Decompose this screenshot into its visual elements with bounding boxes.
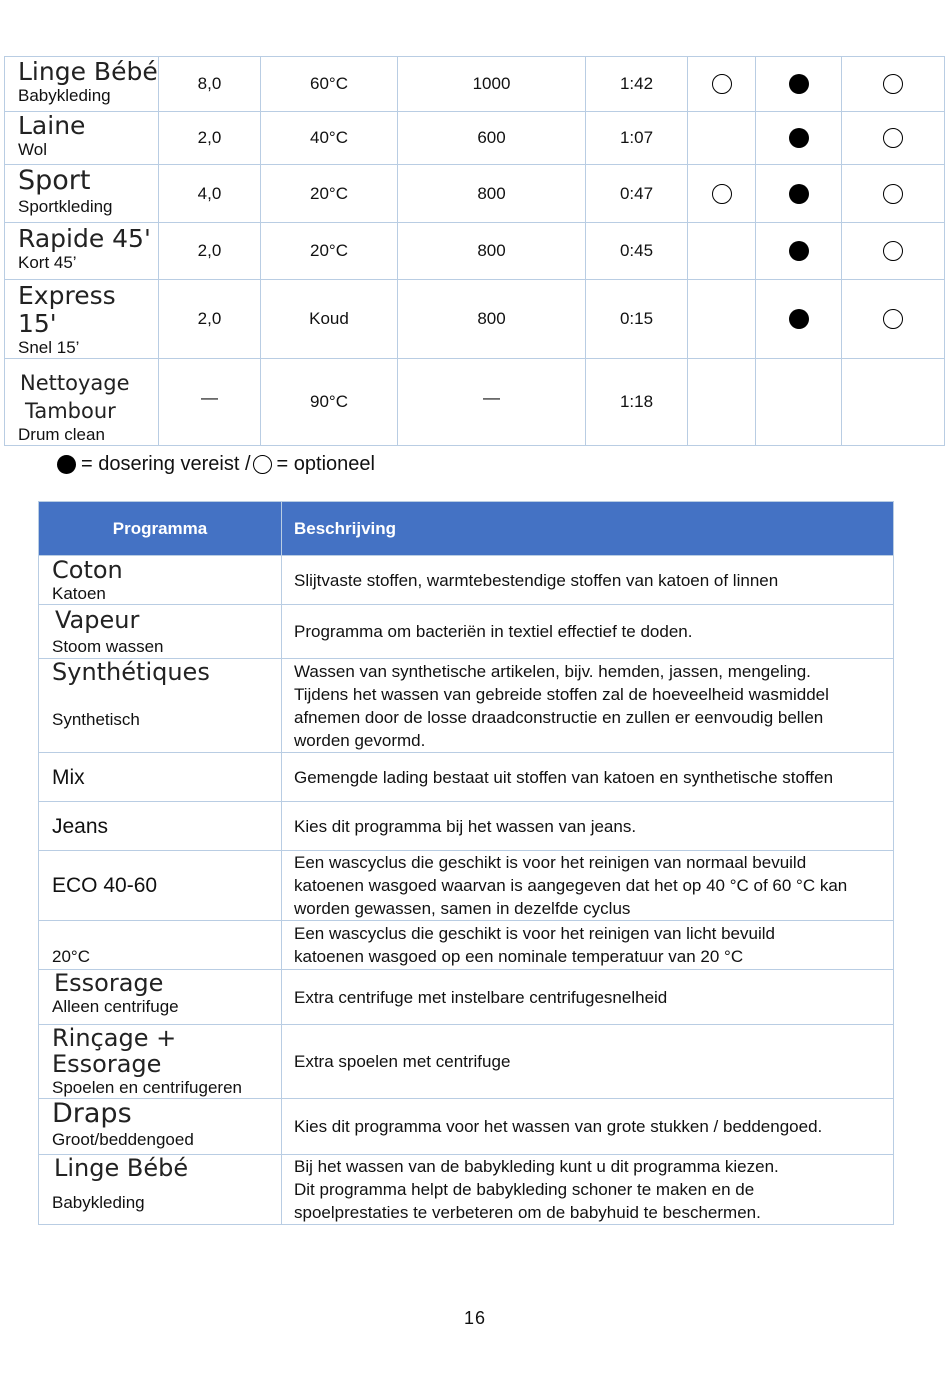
program-name-nl: Groot/beddengoed: [52, 1130, 194, 1149]
program-description: Kies dit programma bij het wassen van jeans.: [282, 802, 894, 851]
option-cell: [688, 280, 756, 359]
program-name-nl: Drum clean: [18, 425, 105, 444]
max-load-cell: 2,0: [159, 280, 261, 359]
option-cell: [688, 359, 756, 446]
table-row: [39, 605, 894, 659]
hollow-circle-icon: [712, 184, 732, 204]
hollow-circle-icon: [253, 455, 272, 474]
program-name-fr: Express 15': [18, 281, 116, 338]
program-description: [282, 1155, 894, 1225]
program-description: Kies dit programma voor het wassen van grote stukken / beddengoed.: [282, 1099, 894, 1155]
filled-circle-icon: [789, 128, 809, 148]
dosage-legend: [57, 452, 377, 476]
program-name: Jeans: [52, 814, 109, 838]
option-cell: [688, 223, 756, 280]
table-row: [39, 851, 894, 921]
table-header-row: [39, 502, 894, 556]
program-name-nl: Stoom wassen: [52, 637, 164, 656]
temperature-cell: 60°C: [261, 57, 398, 112]
program-name-cell: [5, 165, 159, 223]
program-name-fr: Vapeur: [55, 606, 140, 634]
description-line: worden gevormd.: [294, 730, 426, 750]
table-row: [39, 802, 894, 851]
option-cell: [842, 359, 945, 446]
max-load-cell: 2,0: [159, 112, 261, 165]
description-line: worden gewassen, samen in dezelfde cyclus: [294, 899, 631, 918]
program-description: Extra centrifuge met instelbare centrifugesnelheid: [282, 970, 894, 1025]
table-row: [5, 359, 945, 446]
program-name-cell: [39, 921, 282, 970]
description-line: katoenen wasgoed waarvan is aangegeven dat het op 40 °C of 60 °C kan: [294, 876, 848, 895]
program-name-cell: [39, 1099, 282, 1155]
description-line: Een wascyclus die geschikt is voor het reinigen van licht bevuild: [294, 924, 775, 943]
filled-circle-icon: [789, 309, 809, 329]
filled-circle-icon: [57, 455, 76, 474]
temperature-cell: 20°C: [261, 165, 398, 223]
table-row: [5, 165, 945, 223]
program-name-fr: Sport: [18, 165, 91, 196]
hollow-circle-icon: [883, 241, 903, 261]
program-name-fr: Rapide 45': [18, 224, 151, 253]
table-row: [39, 921, 894, 970]
program-name-cell: [5, 280, 159, 359]
filled-circle-icon: [789, 184, 809, 204]
program-name-fr: Draps: [52, 1098, 132, 1129]
hollow-circle-icon: [883, 74, 903, 94]
option-cell: [756, 165, 842, 223]
legend-optional-text: = optioneel: [276, 453, 375, 475]
description-line: Wassen van synthetische artikelen, bijv. hemden, jassen, mengeling.: [294, 661, 811, 681]
duration-cell: 0:47: [586, 165, 688, 223]
table-row: [39, 1155, 894, 1225]
hollow-circle-icon: [712, 74, 732, 94]
program-name-cell: [39, 556, 282, 605]
table-row: [5, 280, 945, 359]
program-name-cell: [39, 802, 282, 851]
program-name-fr: Synthétiques: [52, 658, 210, 686]
temperature-cell: Koud: [261, 280, 398, 359]
spin-speed-cell: 800: [398, 280, 586, 359]
duration-cell: 1:07: [586, 112, 688, 165]
program-description: Slijtvaste stoffen, warmtebestendige stoffen van katoen of linnen: [282, 556, 894, 605]
program-name-fr: Essorage: [54, 969, 164, 997]
spin-speed-cell: —: [398, 359, 586, 446]
option-cell: [842, 57, 945, 112]
duration-cell: 0:15: [586, 280, 688, 359]
max-load-cell: 8,0: [159, 57, 261, 112]
description-line: spoelprestaties te verbeteren om de babyhuid te beschermen.: [294, 1203, 761, 1222]
program-name-nl: Alleen centrifuge: [52, 997, 179, 1016]
hollow-circle-icon: [883, 128, 903, 148]
description-line: Dit programma helpt de babykleding schoner te maken en de: [294, 1180, 755, 1199]
table-row: [5, 223, 945, 280]
header-program: Programma: [39, 502, 282, 556]
description-line: Bij het wassen van de babykleding kunt u dit programma kiezen.: [294, 1157, 779, 1176]
option-cell: [842, 112, 945, 165]
program-name-fr: Linge Bébé: [18, 57, 158, 86]
program-name-cell: [5, 223, 159, 280]
hollow-circle-icon: [883, 184, 903, 204]
temperature-cell: 20°C: [261, 223, 398, 280]
program-name-fr: Rinçage + Essorage: [52, 1024, 177, 1078]
program-name: Mix: [52, 765, 85, 789]
table-row: [39, 659, 894, 753]
program-name-fr: Nettoyage: [20, 371, 130, 395]
program-name: ECO 40-60: [52, 874, 158, 897]
program-name-nl: Spoelen en centrifugeren: [52, 1078, 242, 1097]
program-name-fr: Tambour: [25, 399, 116, 423]
program-name-nl: Babykleding: [52, 1193, 145, 1212]
duration-cell: 1:42: [586, 57, 688, 112]
program-description: Programma om bacteriën in textiel effectief te doden.: [282, 605, 894, 659]
option-cell: [688, 57, 756, 112]
program-description-table: [38, 501, 894, 1225]
program-name-nl: Sportkleding: [18, 197, 113, 216]
spin-speed-cell: 800: [398, 165, 586, 223]
table-row: [39, 753, 894, 802]
option-cell: [756, 57, 842, 112]
description-line: katoenen wasgoed op een nominale temperatuur van 20 °C: [294, 947, 744, 966]
option-cell: [688, 112, 756, 165]
option-cell: [688, 165, 756, 223]
program-name-cell: [39, 605, 282, 659]
program-description: [282, 851, 894, 921]
program-name: 20°C: [52, 947, 90, 966]
page-number: 16: [463, 1308, 487, 1328]
program-name-nl: Synthetisch: [52, 710, 140, 729]
filled-circle-icon: [789, 74, 809, 94]
option-cell: [756, 359, 842, 446]
table-row: [5, 57, 945, 112]
option-cell: [842, 280, 945, 359]
temperature-cell: 90°C: [261, 359, 398, 446]
program-name-fr: Laine: [18, 111, 86, 140]
table-row: [39, 970, 894, 1025]
max-load-cell: 2,0: [159, 223, 261, 280]
header-description: Beschrijving: [282, 502, 894, 556]
program-name-fr: Coton: [52, 556, 123, 584]
option-cell: [842, 223, 945, 280]
program-settings-table: [4, 56, 945, 446]
duration-cell: 0:45: [586, 223, 688, 280]
program-name-cell: [39, 659, 282, 753]
program-description: [282, 659, 894, 753]
program-name-cell: [39, 753, 282, 802]
duration-cell: 1:18: [586, 359, 688, 446]
program-name-nl: Kort 45’: [18, 253, 77, 272]
table-row: [5, 112, 945, 165]
description-line: afnemen door de losse draadconstructie en zullen er eenvoudig bellen: [294, 707, 824, 727]
table-row: [39, 1025, 894, 1099]
program-name-cell: [5, 112, 159, 165]
description-line: Een wascyclus die geschikt is voor het reinigen van normaal bevuild: [294, 853, 807, 872]
filled-circle-icon: [789, 241, 809, 261]
program-name-nl: Katoen: [52, 584, 106, 603]
option-cell: [756, 280, 842, 359]
program-description: Gemengde lading bestaat uit stoffen van katoen en synthetische stoffen: [282, 753, 894, 802]
program-name-fr: Linge Bébé: [54, 1154, 189, 1182]
table-row: [39, 1099, 894, 1155]
program-name-cell: [39, 851, 282, 921]
option-cell: [842, 165, 945, 223]
program-description: [282, 921, 894, 970]
spin-speed-cell: 600: [398, 112, 586, 165]
hollow-circle-icon: [883, 309, 903, 329]
program-name-nl: Snel 15’: [18, 338, 80, 357]
max-load-cell: —: [159, 359, 261, 446]
program-name-cell: [39, 970, 282, 1025]
option-cell: [756, 112, 842, 165]
program-name-cell: [5, 359, 159, 446]
legend-required-text: = dosering vereist /: [81, 453, 251, 475]
program-name-nl: Babykleding: [18, 86, 111, 105]
program-name-cell: [5, 57, 159, 112]
table-row: [39, 556, 894, 605]
temperature-cell: 40°C: [261, 112, 398, 165]
program-name-nl: Wol: [18, 140, 47, 159]
option-cell: [756, 223, 842, 280]
description-line: Tijdens het wassen van gebreide stoffen zal de hoeveelheid wasmiddel: [294, 684, 829, 704]
program-description: Extra spoelen met centrifuge: [282, 1025, 894, 1099]
program-name-cell: [39, 1025, 282, 1099]
spin-speed-cell: 1000: [398, 57, 586, 112]
spin-speed-cell: 800: [398, 223, 586, 280]
program-name-cell: [39, 1155, 282, 1225]
max-load-cell: 4,0: [159, 165, 261, 223]
